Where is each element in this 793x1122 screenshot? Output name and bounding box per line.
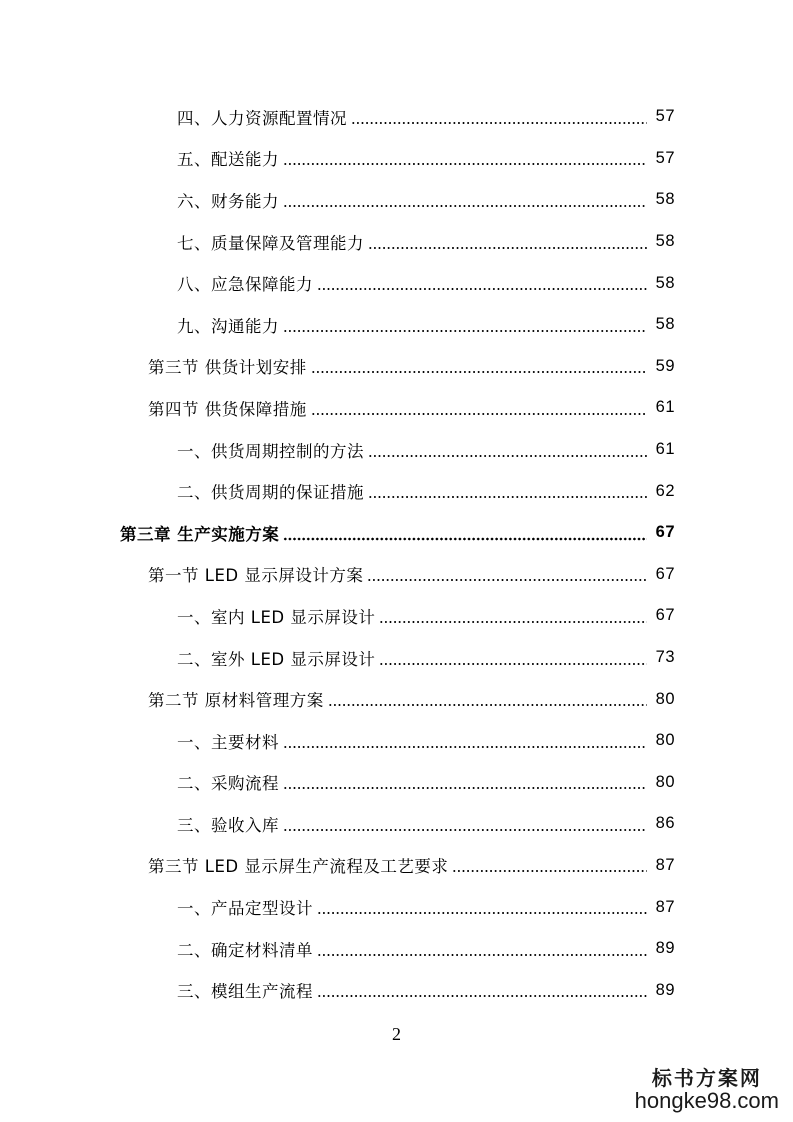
toc-dot-leader <box>283 523 647 543</box>
toc-entry-page: 89 <box>655 980 675 999</box>
toc-entry-title: 二、室外 LED 显示屏设计 <box>177 649 376 669</box>
toc-entry[interactable] <box>0 221 793 263</box>
toc-entry-title: 一、产品定型设计 <box>177 899 313 919</box>
toc-entry-title: 一、室内 LED 显示屏设计 <box>177 607 376 627</box>
toc-entry[interactable] <box>0 595 793 637</box>
table-of-contents <box>0 96 793 1011</box>
toc-dot-leader <box>311 356 647 376</box>
toc-dot-leader <box>452 855 647 875</box>
toc-entry-page: 58 <box>655 190 675 209</box>
toc-dot-leader <box>368 481 647 501</box>
toc-dot-leader <box>379 648 647 668</box>
toc-entry-title: 第三章 生产实施方案 <box>120 524 280 544</box>
toc-entry[interactable] <box>0 470 793 512</box>
toc-entry-title: 九、沟通能力 <box>177 316 279 336</box>
toc-dot-leader <box>283 190 647 210</box>
toc-entry[interactable] <box>0 886 793 928</box>
toc-dot-leader <box>283 772 647 792</box>
toc-dot-leader <box>351 107 647 127</box>
toc-dot-leader <box>283 731 647 751</box>
toc-entry[interactable] <box>0 928 793 970</box>
toc-entry-page: 59 <box>655 356 675 375</box>
toc-dot-leader <box>311 398 647 418</box>
toc-dot-leader <box>317 980 647 1000</box>
toc-entry[interactable] <box>0 96 793 138</box>
watermark-title: 标书方案网 <box>651 1065 762 1090</box>
toc-entry[interactable] <box>0 720 793 762</box>
toc-entry[interactable] <box>0 262 793 304</box>
watermark-url: hongke98.com <box>634 1087 779 1113</box>
toc-dot-leader <box>368 232 647 252</box>
toc-entry-page: 80 <box>655 731 675 750</box>
toc-entry-page: 58 <box>655 232 675 251</box>
toc-entry-title: 二、采购流程 <box>177 774 279 794</box>
toc-entry[interactable] <box>0 969 793 1011</box>
toc-entry-page: 89 <box>655 939 675 958</box>
toc-entry-title: 一、供货周期控制的方法 <box>177 441 364 461</box>
toc-entry[interactable] <box>0 346 793 388</box>
toc-entry-title: 二、供货周期的保证措施 <box>177 483 364 503</box>
toc-entry-page: 58 <box>655 315 675 334</box>
toc-entry-title: 七、质量保障及管理能力 <box>177 233 364 253</box>
toc-entry-title: 第四节 供货保障措施 <box>148 399 307 419</box>
toc-entry[interactable] <box>0 512 793 554</box>
toc-entry-title: 八、应急保障能力 <box>177 275 313 295</box>
toc-entry[interactable] <box>0 179 793 221</box>
toc-entry[interactable] <box>0 678 793 720</box>
toc-entry-title: 一、主要材料 <box>177 732 279 752</box>
toc-entry-title: 第三节 LED 显示屏生产流程及工艺要求 <box>148 857 449 877</box>
toc-entry[interactable] <box>0 304 793 346</box>
toc-entry-page: 80 <box>655 689 675 708</box>
toc-entry-title: 三、模组生产流程 <box>177 982 313 1002</box>
toc-entry[interactable] <box>0 762 793 804</box>
toc-entry-title: 六、财务能力 <box>177 191 279 211</box>
toc-dot-leader <box>283 814 647 834</box>
toc-entry[interactable] <box>0 637 793 679</box>
toc-entry-page: 73 <box>655 648 675 667</box>
toc-entry-title: 五、配送能力 <box>177 150 279 170</box>
page-number: 2 <box>392 1024 401 1044</box>
toc-entry-page: 62 <box>655 481 675 500</box>
toc-dot-leader <box>317 897 647 917</box>
toc-entry-page: 67 <box>655 564 675 583</box>
toc-entry-title: 第三节 供货计划安排 <box>148 358 307 378</box>
toc-entry-page: 87 <box>655 855 675 874</box>
toc-entry[interactable] <box>0 138 793 180</box>
toc-entry-title: 第二节 原材料管理方案 <box>148 691 324 711</box>
toc-dot-leader <box>283 148 647 168</box>
toc-entry-page: 61 <box>655 398 675 417</box>
toc-entry-page: 87 <box>655 897 675 916</box>
toc-dot-leader <box>328 689 647 709</box>
toc-entry[interactable] <box>0 845 793 887</box>
toc-entry-page: 61 <box>655 440 675 459</box>
toc-entry[interactable] <box>0 554 793 596</box>
watermark-logo <box>634 1065 779 1113</box>
toc-dot-leader <box>317 273 647 293</box>
toc-entry-title: 三、验收入库 <box>177 815 279 835</box>
toc-entry-page: 80 <box>655 772 675 791</box>
toc-entry-page: 57 <box>655 148 675 167</box>
toc-entry-title: 第一节 LED 显示屏设计方案 <box>148 566 364 586</box>
toc-entry-page: 67 <box>655 606 675 625</box>
toc-entry-title: 四、人力资源配置情况 <box>177 108 347 128</box>
toc-entry[interactable] <box>0 803 793 845</box>
toc-dot-leader <box>283 315 647 335</box>
toc-dot-leader <box>379 606 647 626</box>
toc-entry-page: 86 <box>655 814 675 833</box>
toc-dot-leader <box>317 939 647 959</box>
toc-dot-leader <box>367 564 647 584</box>
toc-entry[interactable] <box>0 429 793 471</box>
toc-entry-page: 57 <box>655 107 675 126</box>
toc-entry-title: 二、确定材料清单 <box>177 940 313 960</box>
toc-entry-page: 67 <box>655 523 675 542</box>
toc-dot-leader <box>368 440 647 460</box>
toc-entry-page: 58 <box>655 273 675 292</box>
toc-entry[interactable] <box>0 387 793 429</box>
